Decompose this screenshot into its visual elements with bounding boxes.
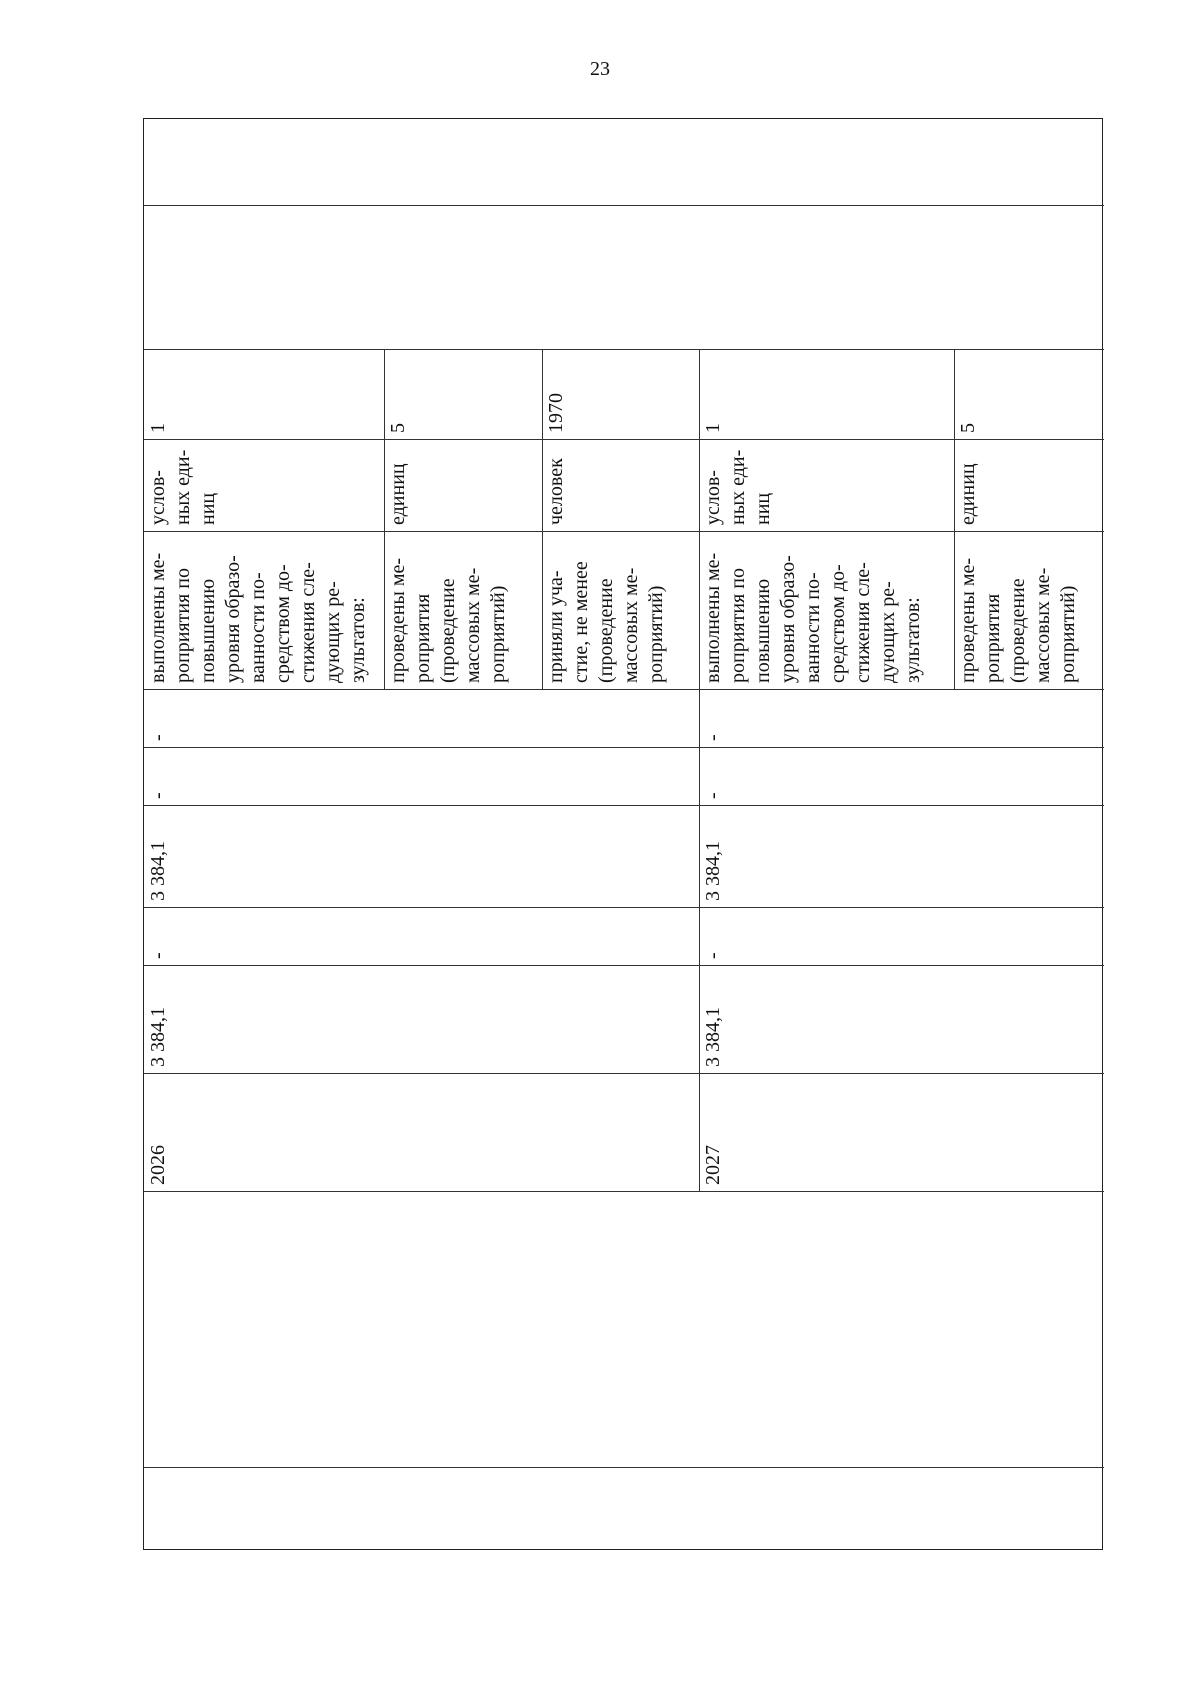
cell-value: - (702, 952, 724, 959)
grid-line (144, 805, 1104, 806)
row-2026-result-2-text-cell (384, 531, 542, 689)
grid-line (144, 1073, 1104, 1074)
row-2027-total-cell (699, 965, 749, 1073)
rotated-table (143, 118, 1103, 1550)
year-label: 2026 (147, 1145, 169, 1185)
row-2027-result-2-value-cell (954, 349, 1004, 439)
row-2026-result-3-text-cell (542, 531, 699, 689)
year-label: 2027 (702, 1145, 724, 1185)
result-value: 5 (957, 423, 979, 433)
result-unit: человек (545, 458, 567, 525)
row-2026-result-3-unit-cell (542, 439, 592, 531)
result-text: проведены ме- роприятия (проведение массовых ме- роприятий) (387, 557, 509, 683)
row-2027-col-c-cell (699, 747, 749, 805)
result-value: 1 (702, 423, 724, 433)
result-text: приняли уча- стие, не менее (проведение массовых ме- роприятий) (545, 561, 667, 683)
grid-line (144, 1191, 1104, 1192)
row-2027-result-1-text-cell (699, 531, 954, 689)
cell-value: 3 384,1 (147, 841, 169, 901)
result-value: 1 (147, 423, 169, 433)
result-unit: единиц (387, 463, 409, 525)
row-2027-result-2-unit-cell (954, 439, 1004, 531)
row-2026-total-cell (144, 965, 194, 1073)
row-2026-result-1-unit-cell (144, 439, 234, 531)
cell-value: - (147, 734, 169, 741)
grid-line (144, 205, 1104, 206)
page-number: 23 (590, 58, 610, 80)
row-2027-year-cell (699, 1073, 749, 1191)
cell-value: 3 384,1 (702, 1007, 724, 1067)
result-unit: услов- ных еди- ниц (702, 449, 774, 525)
row-2027-col-b-cell (699, 805, 749, 907)
grid-line (144, 965, 1104, 966)
row-2026-col-c-cell (144, 747, 194, 805)
result-unit: услов- ных еди- ниц (147, 449, 219, 525)
cell-value: - (702, 792, 724, 799)
result-value: 1970 (545, 393, 567, 433)
row-2026-year-cell (144, 1073, 194, 1191)
grid-line (144, 907, 1104, 908)
result-unit: единиц (957, 463, 979, 525)
row-2026-result-2-value-cell (384, 349, 434, 439)
row-2026-result-1-text-cell (144, 531, 384, 689)
cell-value: 3 384,1 (702, 841, 724, 901)
grid-line (144, 747, 1104, 748)
row-2027-col-d-cell (699, 689, 749, 747)
result-text: проведены ме- роприятия (проведение массовых ме- роприятий) (957, 557, 1079, 683)
result-value: 5 (387, 423, 409, 433)
row-2027-col-a-cell (699, 907, 749, 965)
grid-line (144, 1467, 1104, 1468)
cell-value: - (147, 952, 169, 959)
cell-value: - (702, 734, 724, 741)
row-2026-col-a-cell (144, 907, 194, 965)
row-2027-result-2-text-cell (954, 531, 1104, 689)
cell-value: - (147, 792, 169, 799)
row-2026-result-1-value-cell (144, 349, 204, 439)
row-2026-col-d-cell (144, 689, 194, 747)
result-text: выполнены ме- роприятия по повышению уровня образо- ванности по- средством до- стижения сле- дующих ре- зультатов: (702, 552, 924, 683)
row-2027-result-1-value-cell (699, 349, 749, 439)
cell-value: 3 384,1 (147, 1007, 169, 1067)
row-2026-result-2-unit-cell (384, 439, 434, 531)
row-2026-result-3-value-cell (542, 349, 592, 439)
row-2027-result-1-unit-cell (699, 439, 789, 531)
grid-line (144, 689, 1104, 690)
result-text: выполнены ме- роприятия по повышению уровня образо- ванности по- средством до- стижения сле- дующих ре- зультатов: (147, 552, 369, 683)
row-2026-col-b-cell (144, 805, 194, 907)
